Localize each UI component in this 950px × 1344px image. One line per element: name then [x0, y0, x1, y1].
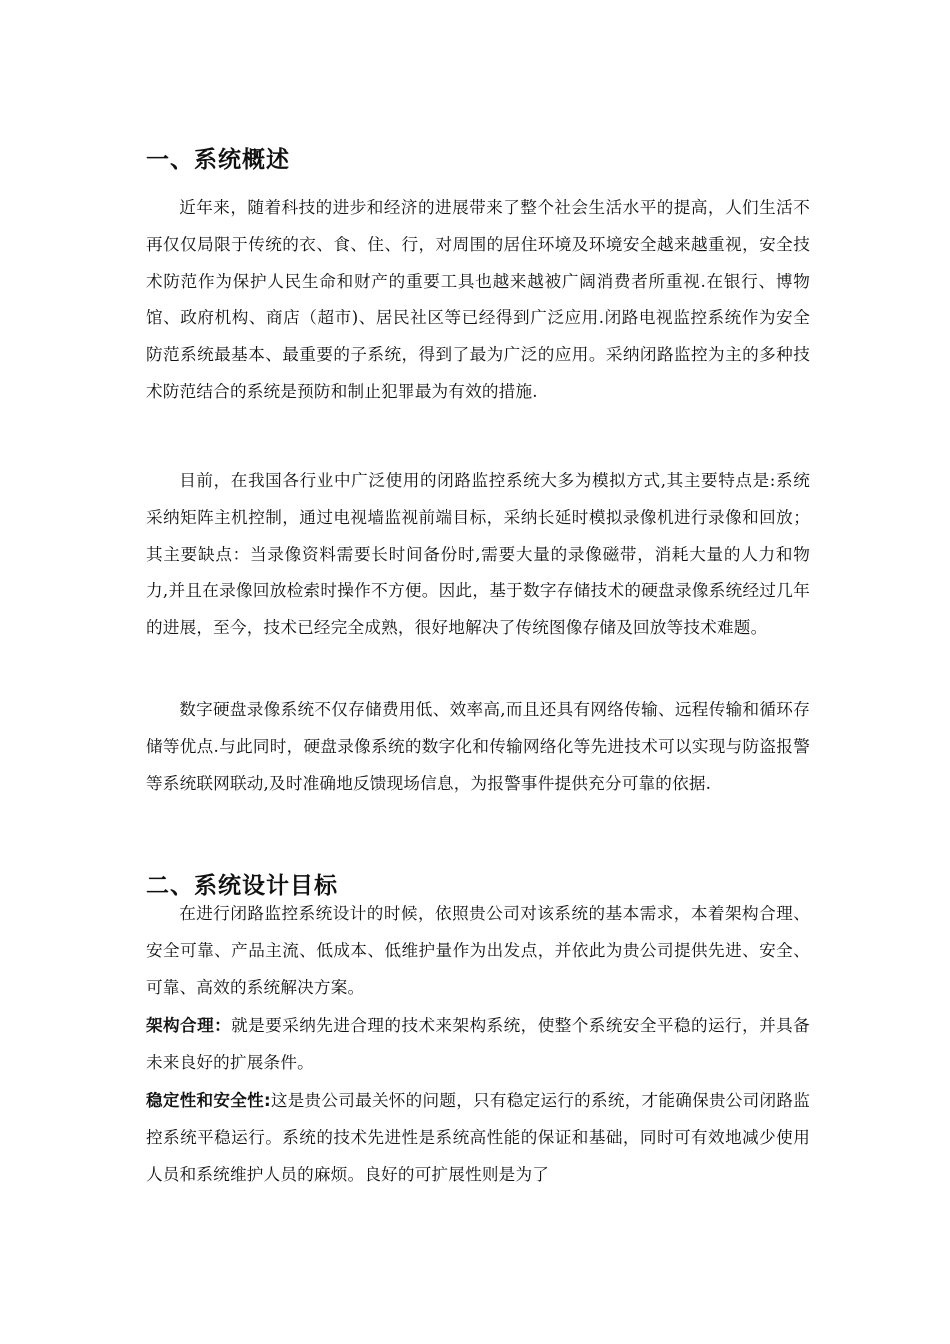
- paragraph-overview-2: 目前，在我国各行业中广泛使用的闭路监控系统大多为模拟方式,其主要特点是:系统采纳矩阵主机控制，通过电视墙监视前端目标，采纳长延时模拟录像机进行录像和回放；其主要缺点：当录像资料需要长时间备份时,需要大量的录像磁带，消耗大量的人力和物力,并且在录像回放检索时操作不方便。因此，基于数字存储技术的硬盘录像系统经过几年的进展，至今，技术已经完全成熟，很好地解决了传统图像存储及回放等技术难题。: [146, 471, 810, 638]
- design-goal-stability-security: [146, 1083, 810, 1193]
- design-goal-separator: ：: [214, 1016, 232, 1035]
- design-goal-separator: :: [263, 1091, 271, 1110]
- section-heading-design-goals: 二、系统设计目标: [146, 873, 338, 899]
- design-goal-architecture: [146, 1008, 810, 1082]
- design-goal-text: 就是要采纳先进合理的技术来架构系统，使整个系统安全平稳的运行，并具备未来良好的扩展条件。: [146, 1016, 810, 1072]
- paragraph-design-intro: 在进行闭路监控系统设计的时候，依照贵公司对该系统的基本需求，本着架构合理、安全可靠、产品主流、低成本、低维护量作为出发点，并依此为贵公司提供先进、安全、可靠、高效的系统解决方案。: [146, 904, 810, 997]
- section-heading-overview: 一、系统概述: [146, 147, 290, 173]
- paragraph-overview-3: 数字硬盘录像系统不仅存储费用低、效率高,而且还具有网络传输、远程传输和循环存储等优点.与此同时，硬盘录像系统的数字化和传输网络化等先进技术可以实现与防盗报警等系统联网联动,及时准确地反馈现场信息，为报警事件提供充分可靠的依据.: [146, 700, 810, 793]
- paragraph-overview-1: 近年来，随着科技的进步和经济的进展带来了整个社会生活水平的提高，人们生活不再仅仅局限于传统的衣、食、住、行，对周围的居住环境及环境安全越来越重视，安全技术防范作为保护人民生命和财产的重要工具也越来越被广阔消费者所重视.在银行、博物馆、政府机构、商店（超市)、居民社区等已经得到广泛应用.闭路电视监控系统作为安全防范系统最基本、最重要的子系统，得到了最为广泛的应用。采纳闭路监控为主的多种技术防范结合的系统是预防和制止犯罪最为有效的措施.: [146, 198, 810, 401]
- design-goal-term: 架构合理: [146, 1016, 215, 1035]
- design-goal-text: 这是贵公司最关怀的问题，只有稳定运行的系统，才能确保贵公司闭路监控系统平稳运行。系统的技术先进性是系统高性能的保证和基础，同时可有效地减少使用人员和系统维护人员的麻烦。良好的可扩展性则是为了: [146, 1091, 810, 1184]
- design-goal-term: 稳定性和安全性: [146, 1091, 264, 1110]
